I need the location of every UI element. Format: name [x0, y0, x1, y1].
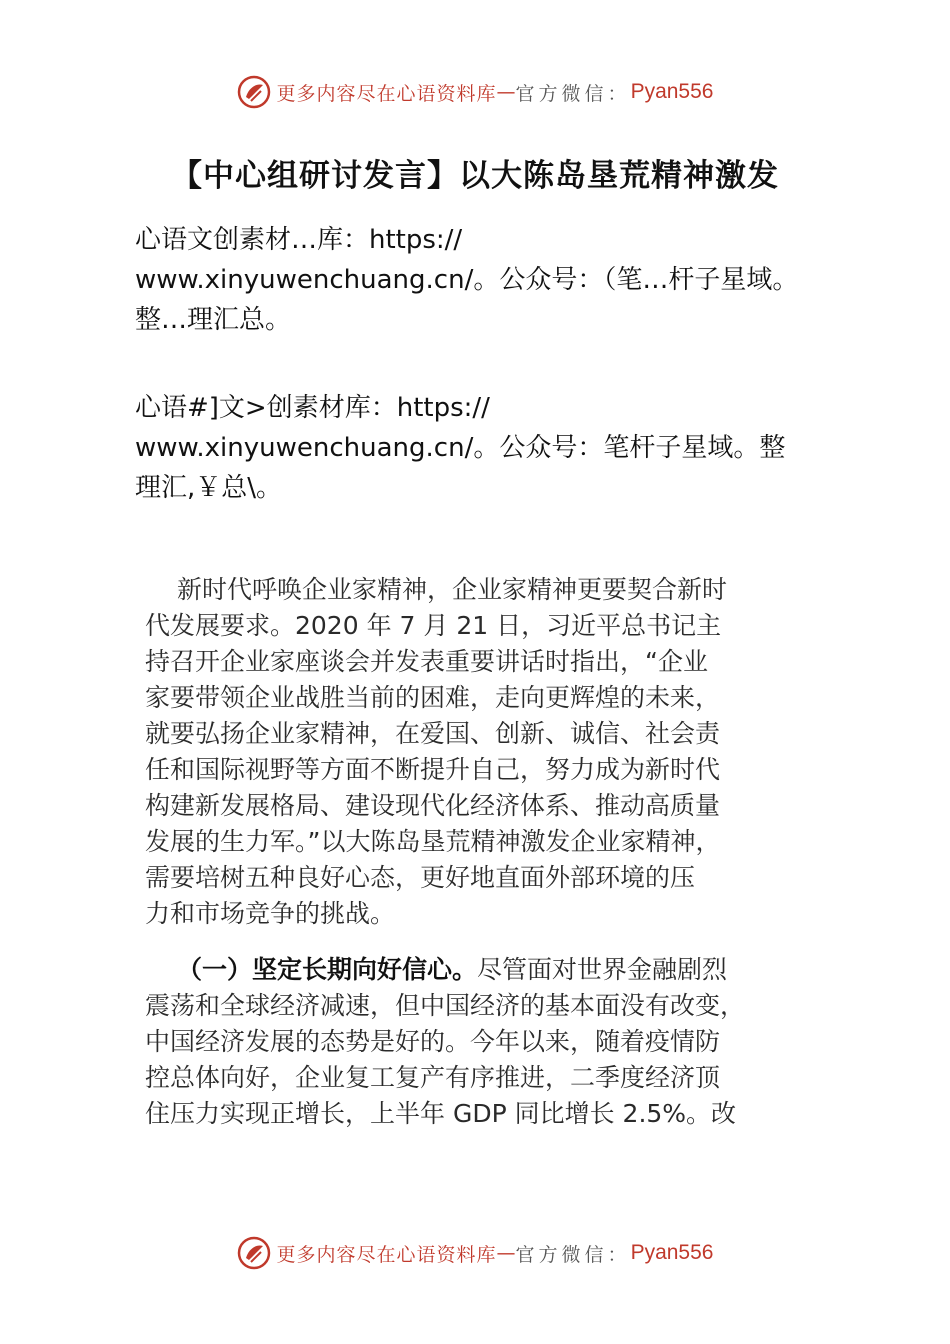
paragraph-line: 就要弘扬企业家精神，在爱国、创新、诚信、社会责: [145, 719, 721, 748]
meta-block-2: [135, 388, 855, 508]
paragraph-line: 震荡和全球经济减速，但中国经济的基本面没有改变，: [145, 991, 746, 1020]
banner-wechat-id: Pyan556: [630, 1241, 714, 1264]
paragraph-line: 需要培树五种良好心态，更好地直面外部环境的压: [145, 863, 696, 892]
meta-line: 心语#]文>创素材库：https://: [135, 393, 490, 423]
body-paragraph-2: [145, 952, 815, 1132]
brand-logo-icon: [237, 75, 271, 109]
section-heading-1: （一）坚定长期向好信心。: [177, 955, 478, 984]
paragraph-line: 发展的生力军。”以大陈岛垦荒精神激发企业家精神，: [145, 827, 721, 856]
banner-wechat-label: 官方微信：: [515, 82, 631, 105]
banner-wechat-label: 官方微信：: [515, 1243, 631, 1266]
meta-line: www.xinyuwenchuang.cn/。公众号：（笔…杆子星域。: [135, 265, 799, 295]
meta-line: 整…理汇总。: [135, 305, 292, 335]
banner-separator: —: [496, 1242, 516, 1264]
banner-separator: —: [496, 81, 516, 103]
paragraph-line: 持召开企业家座谈会并发表重要讲话时指出，“企业: [145, 647, 708, 676]
banner-promo-text: 更多内容尽在心语资料库: [276, 1243, 497, 1266]
paragraph-line: 住压力实现正增长，上半年 GDP 同比增长 2.5%。改: [145, 1099, 737, 1128]
paragraph-line: 任和国际视野等方面不断提升自己，努力成为新时代: [145, 755, 721, 784]
paragraph-line: 控总体向好，企业复工复产有序推进，二季度经济顶: [145, 1063, 721, 1092]
header-banner: [0, 72, 950, 112]
paragraph-first-line: [145, 952, 815, 988]
paragraph-line: 构建新发展格局、建设现代化经济体系、推动高质量: [145, 791, 721, 820]
paragraph-line: 新时代呼唤企业家精神，企业家精神更要契合新时: [177, 575, 728, 604]
banner-promo-text: 更多内容尽在心语资料库: [276, 82, 497, 105]
meta-line: 理汇,￥总\。: [135, 473, 283, 503]
paragraph-line-rest: 尽管面对世界金融剧烈: [477, 955, 728, 984]
paragraph-line: 中国经济发展的态势是好的。今年以来，随着疫情防: [145, 1027, 721, 1056]
meta-line: 心语文创素材…库：https://: [135, 225, 463, 255]
paragraph-line: 家要带领企业战胜当前的困难，走向更辉煌的未来，: [145, 683, 721, 712]
footer-banner: [0, 1233, 950, 1273]
meta-block-1: [135, 220, 855, 340]
meta-line: www.xinyuwenchuang.cn/。公众号：笔杆子星域。整: [135, 433, 786, 463]
paragraph-line: 力和市场竞争的挑战。: [145, 899, 396, 928]
brand-logo-icon: [237, 1236, 271, 1270]
banner-wechat-id: Pyan556: [630, 80, 714, 103]
paragraph-line: 代发展要求。2020 年 7 月 21 日，习近平总书记主: [145, 611, 722, 640]
body-paragraph-1: [145, 572, 815, 932]
document-title: 【中心组研讨发言】以大陈岛垦荒精神激发: [171, 158, 779, 194]
